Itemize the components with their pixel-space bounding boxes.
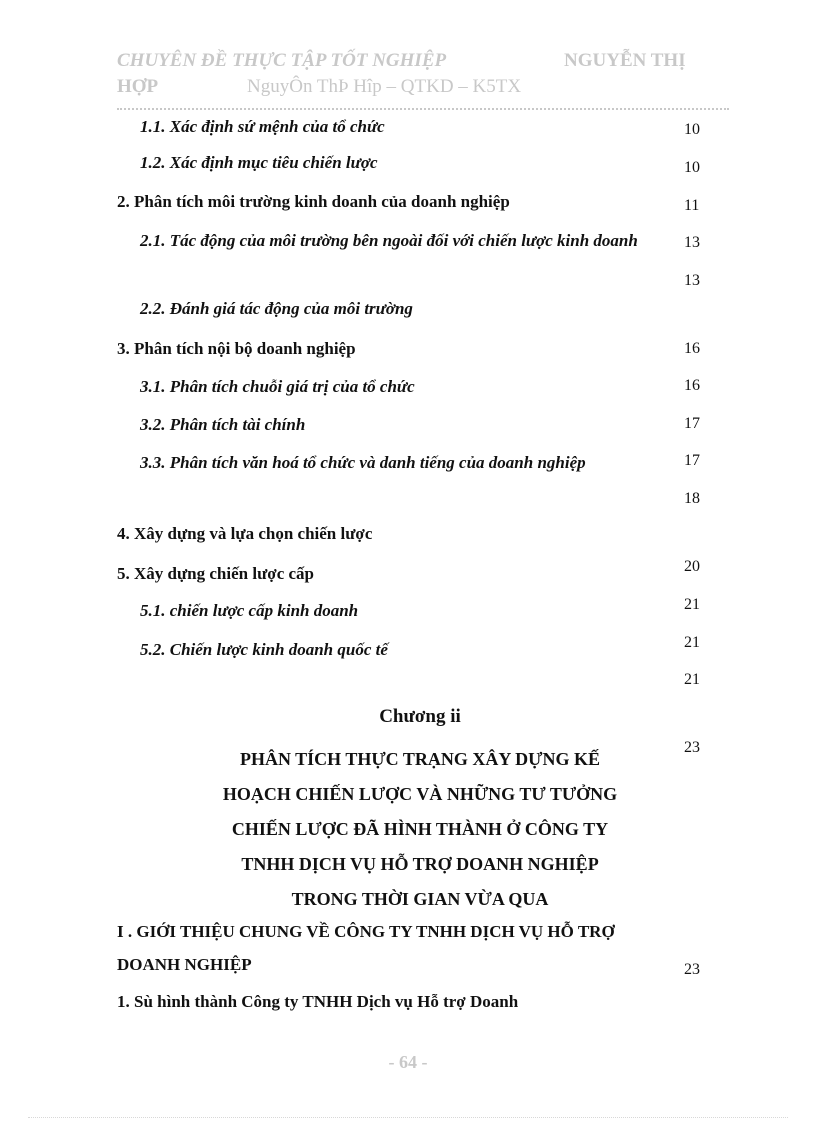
page-number: 10 <box>684 121 700 138</box>
page-number: 17 <box>684 452 700 469</box>
section-item: 1. Sù hình thành Công ty TNHH Dịch vụ Hỗ trợ Doanh <box>117 992 519 1011</box>
header-author-line2: HỢP <box>117 76 159 97</box>
toc-entry: 4. Xây dựng và lựa chọn chiến lược <box>117 524 373 543</box>
toc-entry: 3. Phân tích nội bộ doanh nghiệp <box>117 339 356 358</box>
header-subline: NguyÔn ThÞ Hîp – QTKD – K5TX <box>247 76 522 97</box>
page-number: 17 <box>684 415 700 432</box>
toc-entry: 2. Phân tích môi trường kinh doanh của doanh nghiệp <box>117 192 510 211</box>
chapter-label: Chương ii <box>379 706 461 727</box>
page-number: 18 <box>684 490 700 507</box>
page-number: 16 <box>684 340 700 357</box>
footer-divider <box>28 1117 788 1118</box>
page-number: 11 <box>684 197 700 214</box>
page-number: 13 <box>684 234 700 251</box>
page-number: 10 <box>684 159 700 176</box>
toc-entry: 2.2. Đánh giá tác động của môi trường <box>140 299 413 318</box>
chapter-title: PHÂN TÍCH THỰC TRẠNG XÂY DỰNG KẾ HOẠCH CHIẾN LƯỢC VÀ NHỮNG TƯ TƯỞNG CHIẾN LƯỢC ĐÃ HÌNH THÀNH Ở CÔNG TY TNHH DỊCH VỤ HỖ TRỢ DOANH NGHIỆP TRONG THỜI GIAN VỪA QUA <box>222 749 618 909</box>
page-number: 13 <box>684 272 700 289</box>
toc-entry: 2.1. Tác động của môi trường bên ngoài đối với chiến lược kinh doanh <box>140 231 638 250</box>
page-footer-number: - 64 - <box>388 1052 428 1072</box>
toc-entry: 5.1. chiến lược cấp kinh doanh <box>140 601 359 620</box>
header-line2 <box>117 74 522 100</box>
toc-entry: 1.2. Xác định mục tiêu chiến lược <box>140 153 378 172</box>
section-heading: I . GIỚI THIỆU CHUNG VỀ CÔNG TY TNHH DỊCH VỤ HỖ TRỢ DOANH NGHIỆP <box>117 922 615 974</box>
page-number: 23 <box>684 739 700 756</box>
header-author-line1: NGUYỄN THỊ <box>564 50 686 71</box>
toc-entry: 3.2. Phân tích tài chính <box>140 415 306 434</box>
page-header <box>117 48 717 97</box>
header-divider <box>117 108 729 110</box>
toc-entry: 5.2. Chiến lược kinh doanh quốc tế <box>140 640 388 659</box>
page-number: 21 <box>684 634 700 651</box>
page-number: 20 <box>684 558 700 575</box>
header-title: CHUYÊN ĐỀ THỰC TẬP TỐT NGHIỆP <box>117 50 447 71</box>
toc-entry: 3.3. Phân tích văn hoá tổ chức và danh tiếng của doanh nghiệp <box>140 453 586 472</box>
toc-entry: 1.1. Xác định sứ mệnh của tổ chức <box>140 117 385 136</box>
page-number: 21 <box>684 596 700 613</box>
page-number: 16 <box>684 377 700 394</box>
page-number: 23 <box>684 961 700 978</box>
toc-entry: 3.1. Phân tích chuỗi giá trị của tổ chức <box>140 377 415 396</box>
toc-entry: 5. Xây dựng chiến lược cấp <box>117 564 314 583</box>
page-number: 21 <box>684 671 700 688</box>
